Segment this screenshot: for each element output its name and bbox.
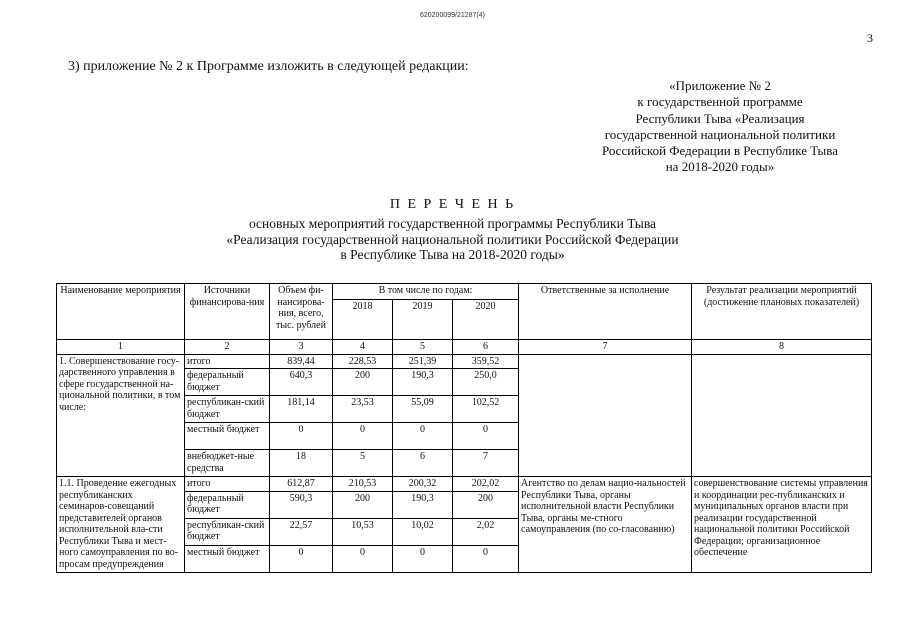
header-2020: 2020 xyxy=(453,300,519,340)
year-2020-cell: 250,0 xyxy=(453,369,519,396)
section-1-responsible xyxy=(519,354,692,477)
col-number: 5 xyxy=(393,340,453,355)
year-2019-cell: 10,02 xyxy=(393,518,453,545)
year-2020-cell: 359,52 xyxy=(453,354,519,369)
total-cell: 640,3 xyxy=(270,369,333,396)
header-total: Объем фи-нансирова-ния, всего, тыс. рублей xyxy=(270,284,333,340)
year-2018-cell: 200 xyxy=(333,369,393,396)
section-1-name: 1. Совершенствование госу-дарственного управления в сфере государственной на-циональной политики, в том числе: xyxy=(57,354,185,477)
section-1-1-result: совершенствование системы управления и координации рес-публиканских и муниципальных органов власти при реализации государственной национальной политики Российской Федерации; организационное обеспечение xyxy=(692,477,872,573)
year-2019-cell: 190,3 xyxy=(393,369,453,396)
total-cell: 612,87 xyxy=(270,477,333,492)
year-2019-cell: 0 xyxy=(393,423,453,450)
year-2019-cell: 200,32 xyxy=(393,477,453,492)
header-2018: 2018 xyxy=(333,300,393,340)
year-2018-cell: 23,53 xyxy=(333,396,393,423)
appendix-heading xyxy=(560,78,880,176)
appendix-line: на 2018-2020 годы» xyxy=(665,159,775,175)
page-number: 3 xyxy=(867,31,873,45)
source-cell: республикан-ский бюджет xyxy=(185,518,270,545)
year-2020-cell: 2,02 xyxy=(453,518,519,545)
appendix-line: «Приложение № 2 xyxy=(669,78,771,93)
section-1-1-name: 1.1. Проведение ежегодных республиканских семинаров-совещаний представителей органов исполнительной вла-сти Республики Тыва и мест-ного самоуправления по во-просам предупреждения xyxy=(57,477,185,573)
source-cell: местный бюджет xyxy=(185,545,270,572)
year-2020-cell: 202,02 xyxy=(453,477,519,492)
subtitle-line: основных мероприятий государственной программы Республики Тыва xyxy=(248,216,657,231)
year-2018-cell: 5 xyxy=(333,450,393,477)
col-number: 3 xyxy=(270,340,333,355)
document-title: П Е Р Е Ч Е Н Ь xyxy=(389,197,516,212)
col-number: 7 xyxy=(519,340,692,355)
subtitle-line: в Республике Тыва на 2018-2020 годы» xyxy=(340,247,565,262)
appendix-line: государственной национальной политики xyxy=(604,126,836,142)
year-2019-cell: 0 xyxy=(393,545,453,572)
col-number: 8 xyxy=(692,340,872,355)
total-cell: 839,44 xyxy=(270,354,333,369)
section-1-result xyxy=(692,354,872,477)
year-2020-cell: 0 xyxy=(453,545,519,572)
year-2020-cell: 102,52 xyxy=(453,396,519,423)
header-by-years: В том числе по годам: xyxy=(333,284,519,300)
header-row xyxy=(57,284,872,300)
year-2018-cell: 210,53 xyxy=(333,477,393,492)
year-2020-cell: 200 xyxy=(453,491,519,518)
table-row xyxy=(57,477,872,492)
year-2019-cell: 190,3 xyxy=(393,491,453,518)
header-responsible: Ответственные за исполнение xyxy=(519,284,692,340)
year-2018-cell: 0 xyxy=(333,423,393,450)
source-cell: республикан-ский бюджет xyxy=(185,396,270,423)
appendix-line: Российской Федерации в Республике Тыва xyxy=(601,143,839,159)
year-2018-cell: 0 xyxy=(333,545,393,572)
header-name: Наименование мероприятия xyxy=(57,284,185,340)
col-number: 6 xyxy=(453,340,519,355)
total-cell: 18 xyxy=(270,450,333,477)
appendix-line: Республики Тыва «Реализация xyxy=(635,110,805,126)
col-number: 2 xyxy=(185,340,270,355)
source-cell: федеральный бюджет xyxy=(185,491,270,518)
total-cell: 590,3 xyxy=(270,491,333,518)
year-2020-cell: 7 xyxy=(453,450,519,477)
header-sources: Источники финансирова-ния xyxy=(185,284,270,340)
source-cell: местный бюджет xyxy=(185,423,270,450)
total-cell: 0 xyxy=(270,423,333,450)
table-row xyxy=(57,354,872,369)
subtitle-line: «Реализация государственной национальной политики Российской Федерации xyxy=(226,231,679,247)
total-cell: 181,14 xyxy=(270,396,333,423)
intro-text: 3) приложение № 2 к Программе изложить в следующей редакции: xyxy=(68,59,469,74)
source-cell: итого xyxy=(185,354,270,369)
col-number: 1 xyxy=(57,340,185,355)
header-2019: 2019 xyxy=(393,300,453,340)
column-number-row xyxy=(57,340,872,355)
source-cell: внебюджет-ные средства xyxy=(185,450,270,477)
year-2019-cell: 6 xyxy=(393,450,453,477)
year-2018-cell: 10,53 xyxy=(333,518,393,545)
total-cell: 0 xyxy=(270,545,333,572)
col-number: 4 xyxy=(333,340,393,355)
source-cell: федеральный бюджет xyxy=(185,369,270,396)
header-result: Результат реализации мероприятий (достижение плановых показателей) xyxy=(692,284,872,340)
total-cell: 22,57 xyxy=(270,518,333,545)
activities-table xyxy=(56,283,872,573)
year-2019-cell: 55,09 xyxy=(393,396,453,423)
year-2020-cell: 0 xyxy=(453,423,519,450)
year-2018-cell: 200 xyxy=(333,491,393,518)
year-2018-cell: 228,53 xyxy=(333,354,393,369)
source-cell: итого xyxy=(185,477,270,492)
document-id: 620200099/21287(4) xyxy=(419,12,485,19)
year-2019-cell: 251,39 xyxy=(393,354,453,369)
appendix-line: к государственной программе xyxy=(637,94,803,110)
section-1-1-responsible: Агентство по делам нацио-нальностей Республики Тыва, органы исполнительной власти Республики Тыва, органы ме-стного самоуправления (по со-гласованию) xyxy=(519,477,692,573)
document-subtitle xyxy=(0,216,905,263)
